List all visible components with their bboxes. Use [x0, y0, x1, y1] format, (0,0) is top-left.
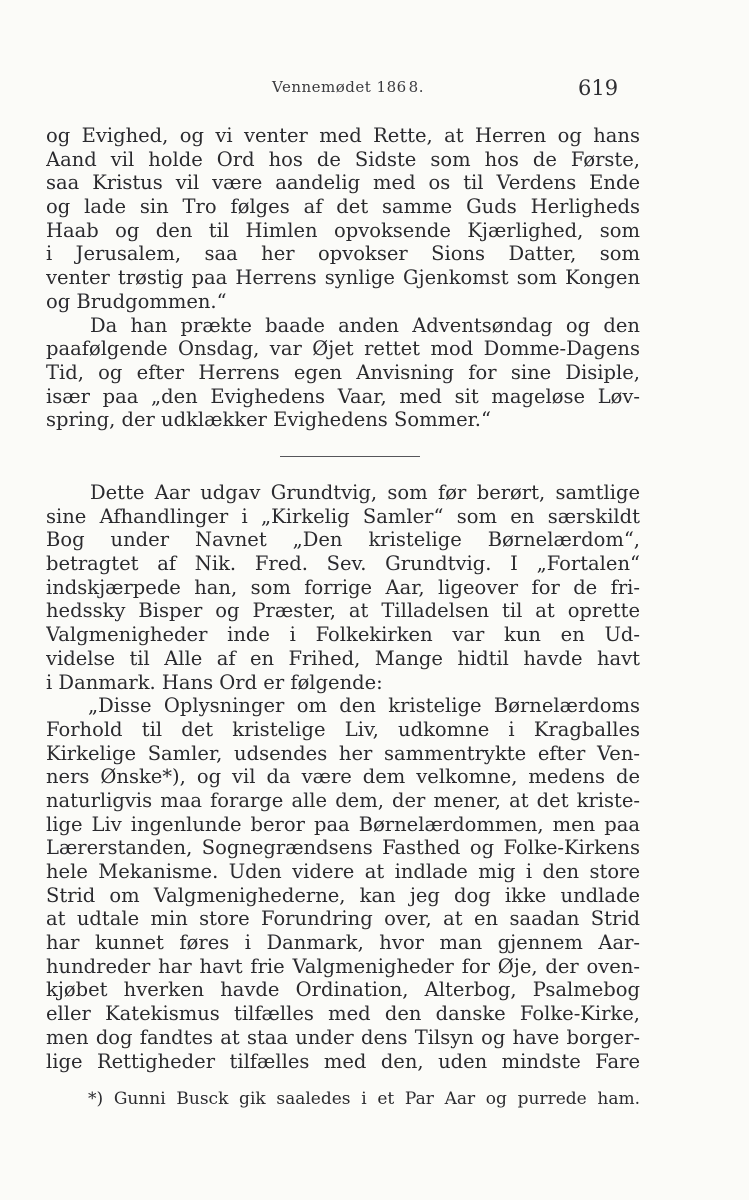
text-line: ners Ønske*), og vil da være dem velkomne, medens de	[46, 765, 640, 789]
running-title: Vennemødet 186 8.	[272, 78, 424, 96]
text-line: hundreder har havt frie Valgmenigheder for Øje, der oven-	[46, 954, 640, 978]
text-line: Lærerstanden, Sognegrændsens Fasthed og Folke-Kirkens	[46, 836, 640, 860]
paragraph-grundtvig	[46, 481, 640, 1073]
text-line: hele Mekanisme. Uden videre at indlade mig i den store	[46, 860, 640, 883]
text-line: spring, der udklækker Evighedens Sommer.“	[46, 408, 491, 432]
text-line: i Danmark. Hans Ord er følgende:	[46, 670, 383, 694]
text-line: venter trøstig paa Herrens synlige Gjenkomst som Kongen	[46, 266, 640, 290]
running-head	[0, 76, 749, 102]
text-line: og Brudgommen.“	[46, 289, 227, 313]
text-line: saa Kristus vil være aandelig med os til Verdens Ende	[46, 171, 640, 195]
text-line: Strid om Valgmenighederne, kan jeg dog ikke undlade	[46, 883, 640, 907]
text-line: hedssky Bisper og Præster, at Tilladelsen til at oprette	[46, 599, 640, 623]
text-line: „Disse Oplysninger om den kristelige Børnelærdoms	[88, 694, 640, 718]
text-line: men dog fandtes at staa under dens Tilsyn og have borger-	[46, 1025, 640, 1049]
text-line: videlse til Alle af en Frihed, Mange hidtil havde havt	[46, 646, 640, 670]
text-line: og Evighed, og vi venter med Rette, at Herren og hans	[46, 124, 640, 147]
text-line: sine Afhandlinger i „Kirkelig Samler“ som en særskildt	[46, 504, 640, 528]
text-line: paafølgende Onsdag, var Øjet rettet mod Domme-Dagens	[46, 337, 640, 361]
paragraph-continuation	[46, 124, 640, 432]
section-divider	[280, 456, 420, 457]
text-line: Haab og den til Himlen opvoksende Kjærlighed, som	[46, 218, 640, 242]
text-line: Kirkelige Samler, udsendes her sammentrykte efter Ven-	[46, 741, 640, 765]
text-line: Forhold til det kristelige Liv, udkomne i Kragballes	[46, 717, 640, 741]
text-line: Aand vil holde Ord hos de Sidste som hos de Første,	[46, 147, 640, 171]
text-line: og lade sin Tro følges af det samme Guds Herligheds	[46, 195, 640, 219]
text-line: Dette Aar udgav Grundtvig, som før berørt, samtlige	[90, 481, 640, 504]
text-line: naturligvis maa forarge alle dem, der mener, at det kriste-	[46, 788, 640, 812]
text-line: har kunnet føres i Danmark, hvor man gjennem Aar-	[46, 931, 640, 955]
text-line: Da han prækte baade anden Adventsøndag og den	[90, 313, 640, 337]
text-line: Bog under Navnet „Den kristelige Børnelærdom“,	[46, 528, 640, 552]
text-line: i Jerusalem, saa her opvokser Sions Datter, som	[46, 242, 640, 266]
text-line: kjøbet hverken havde Ordination, Alterbog, Psalmebog	[46, 978, 640, 1002]
footnote: *) Gunni Busck gik saaledes i et Par Aar og purrede ham.	[88, 1089, 640, 1109]
text-line: Tid, og efter Herrens egen Anvisning for sine Disiple,	[46, 360, 640, 384]
text-line: eller Katekismus tilfælles med den danske Folke-Kirke,	[46, 1002, 640, 1026]
text-line: lige Liv ingenlunde beror paa Børnelærdommen, men paa	[46, 812, 640, 836]
text-line: Valgmenigheder inde i Folkekirken var kun en Ud-	[46, 623, 640, 647]
text-line: betragtet af Nik. Fred. Sev. Grundtvig. I „Fortalen“	[46, 552, 640, 576]
text-line: lige Rettigheder tilfælles med den, uden mindste Fare	[46, 1049, 640, 1073]
text-line: at udtale min store Forundring over, at en saadan Strid	[46, 907, 640, 931]
text-line: indskjærpede han, som forrige Aar, ligeover for de fri-	[46, 575, 640, 599]
text-line: især paa „den Evighedens Vaar, med sit mageløse Løv-	[46, 384, 640, 408]
page-number: 619	[578, 76, 619, 100]
